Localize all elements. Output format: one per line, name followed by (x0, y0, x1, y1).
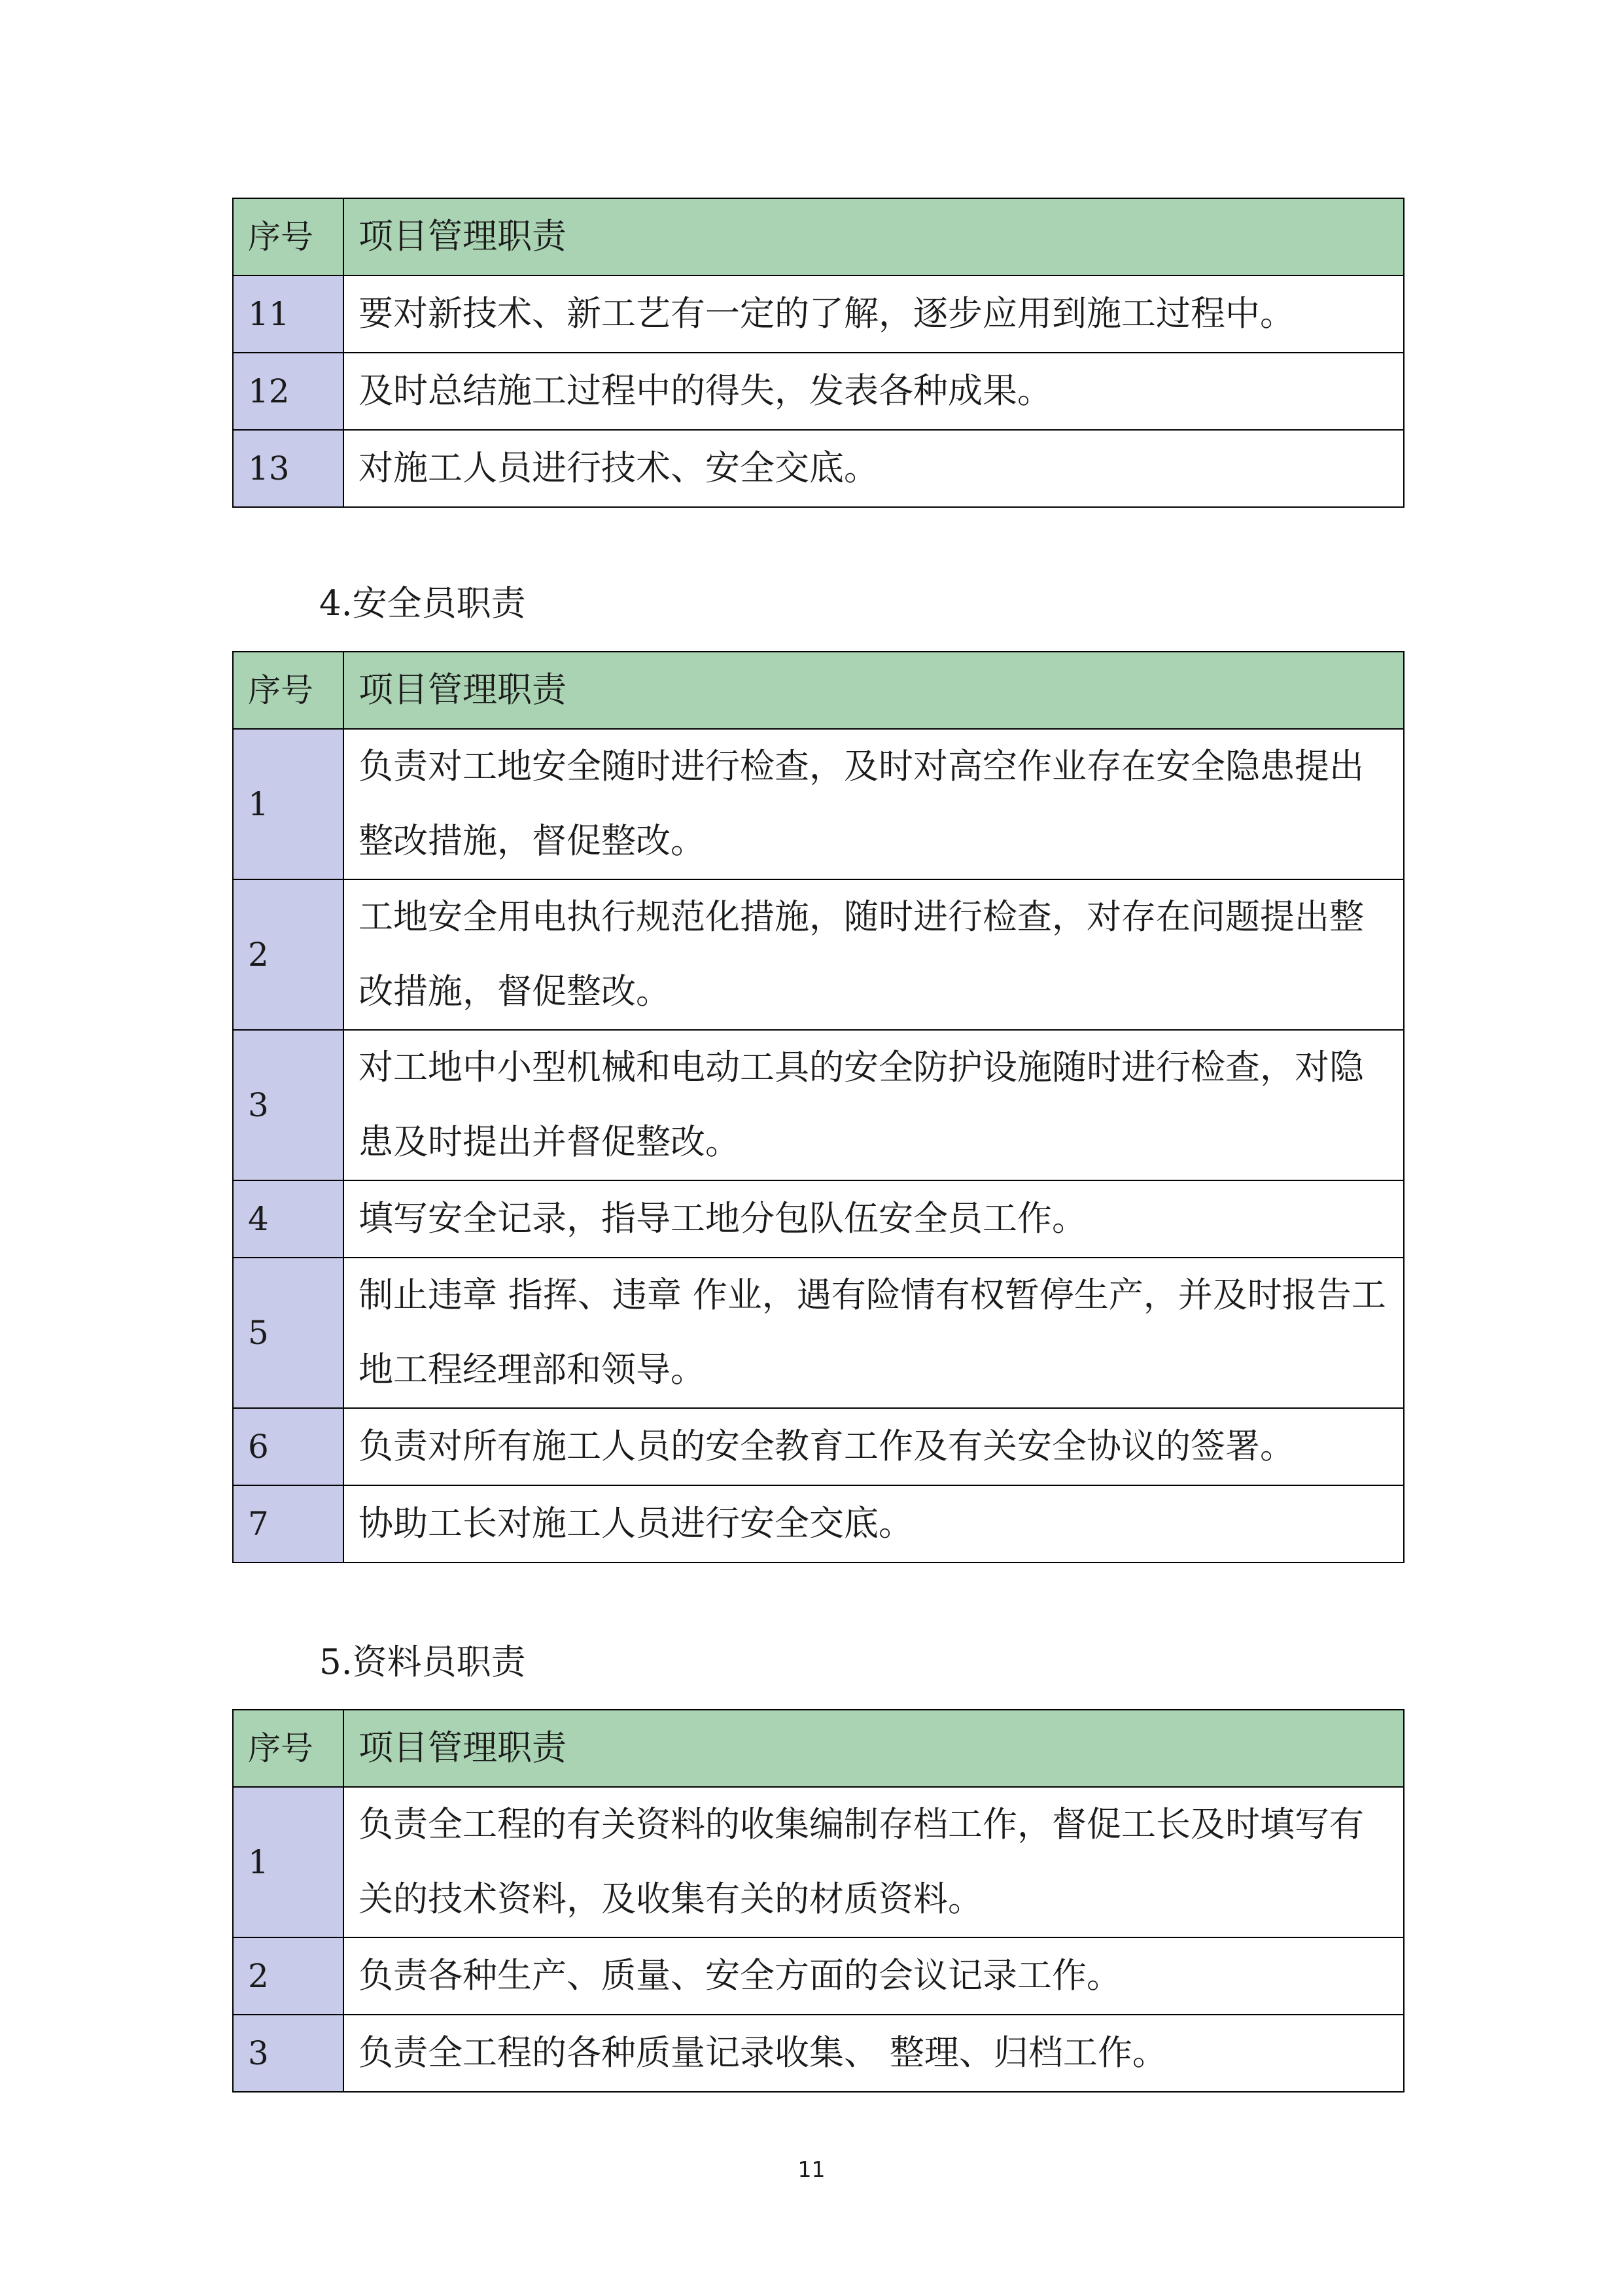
table-row (233, 1030, 1404, 1180)
row-text: 及时总结施工过程中的得失，发表各种成果。 (343, 353, 1404, 430)
table-row (233, 2015, 1404, 2092)
row-text: 制止违章 指挥、违章 作业，遇有险情有权暂停生产，并及时报告工地工程经理部和领导。 (343, 1258, 1404, 1408)
table-row (233, 1937, 1404, 2015)
row-num: 12 (233, 353, 343, 430)
row-text: 要对新技术、新工艺有一定的了解，逐步应用到施工过程中。 (343, 275, 1404, 353)
header-duty: 项目管理职责 (343, 1710, 1404, 1787)
section-heading-safety-officer: 4.安全员职责 (319, 584, 526, 624)
table-row (233, 879, 1404, 1030)
header-duty: 项目管理职责 (343, 652, 1404, 729)
row-text: 工地安全用电执行规范化措施，随时进行检查，对存在问题提出整改措施，督促整改。 (343, 879, 1404, 1030)
table-row (233, 1408, 1404, 1485)
row-num: 4 (233, 1180, 343, 1258)
row-text: 负责对所有施工人员的安全教育工作及有关安全协议的签署。 (343, 1408, 1404, 1485)
table-row (233, 1258, 1404, 1408)
table-row (233, 430, 1404, 507)
row-num: 2 (233, 879, 343, 1030)
header-num: 序号 (233, 1710, 343, 1787)
row-text: 填写安全记录，指导工地分包队伍安全员工作。 (343, 1180, 1404, 1258)
document-clerk-duty-table (232, 1709, 1405, 2093)
row-text: 协助工长对施工人员进行安全交底。 (343, 1485, 1404, 1563)
row-num: 6 (233, 1408, 343, 1485)
table-row (233, 275, 1404, 353)
row-num: 3 (233, 1030, 343, 1180)
row-text: 对施工人员进行技术、安全交底。 (343, 430, 1404, 507)
safety-officer-duty-table (232, 651, 1405, 1563)
table-header-row (233, 652, 1404, 729)
row-num: 5 (233, 1258, 343, 1408)
row-text: 负责全工程的有关资料的收集编制存档工作，督促工长及时填写有关的技术资料，及收集有关的材质资料。 (343, 1787, 1404, 1937)
row-num: 7 (233, 1485, 343, 1563)
table-row (233, 729, 1404, 879)
page-number: 11 (797, 2157, 826, 2182)
table-row (233, 1485, 1404, 1563)
table-row (233, 1180, 1404, 1258)
row-num: 13 (233, 430, 343, 507)
table-row (233, 1787, 1404, 1937)
section-heading-document-clerk: 5.资料员职责 (319, 1642, 526, 1682)
row-num: 2 (233, 1937, 343, 2015)
row-num: 11 (233, 275, 343, 353)
header-num: 序号 (233, 652, 343, 729)
row-text: 对工地中小型机械和电动工具的安全防护设施随时进行检查，对隐患及时提出并督促整改。 (343, 1030, 1404, 1180)
table-header-row (233, 1710, 1404, 1787)
row-num: 1 (233, 1787, 343, 1937)
duty-table-continued (232, 198, 1405, 508)
row-num: 1 (233, 729, 343, 879)
row-num: 3 (233, 2015, 343, 2092)
row-text: 负责各种生产、质量、安全方面的会议记录工作。 (343, 1937, 1404, 2015)
row-text: 负责对工地安全随时进行检查，及时对高空作业存在安全隐患提出整改措施，督促整改。 (343, 729, 1404, 879)
table-row (233, 353, 1404, 430)
table-header-row (233, 198, 1404, 275)
header-num: 序号 (233, 198, 343, 275)
header-duty: 项目管理职责 (343, 198, 1404, 275)
row-text: 负责全工程的各种质量记录收集、 整理、归档工作。 (343, 2015, 1404, 2092)
